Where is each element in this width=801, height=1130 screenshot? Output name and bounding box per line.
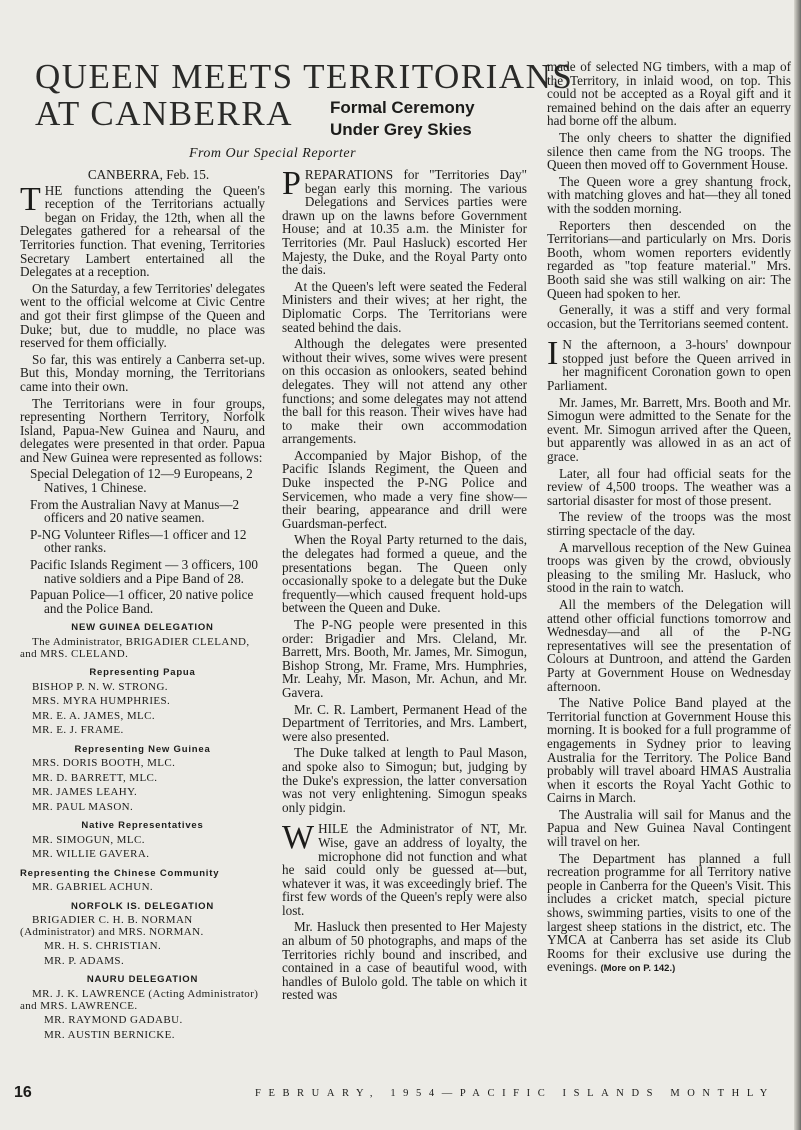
delegation-name: MR. PAUL MASON. [32, 800, 134, 813]
list-item: Papuan Police—1 officer, 20 native police and the Police Band. [30, 587, 254, 616]
delegation-name: BISHOP P. N. W. STRONG. [32, 680, 168, 693]
drop-cap: I [547, 335, 559, 373]
paragraph: Although the delegates were presented without their wives, some wives were present on this occasion as onlookers, seated behind delegates. They will not attend any other functions; and some delegates may not attend the ball for this reason. Their wives have had to make their own accommodation arrangements. [282, 336, 527, 447]
paragraph: All the members of the Delegation will attend other official functions tomorrow and Wednesday—and all of the P-NG representatives will see the presentation of Colours at Duntroon, and attend the Garden Party at Government House on Wednesday afternoon. [547, 596, 791, 694]
paragraph: At the Queen's left were seated the Federal Ministers and their wives; at her right, the Diplomatic Corps. The Territorians were seated behind the dais. [282, 278, 527, 335]
paragraph: Reporters then descended on the Territorians—and particularly on Mrs. Doris Booth, whom women reporters evidently regarded as "top feature material." Mrs. Booth said she was still walking on air: The Queen had spoken to her. [547, 217, 791, 301]
paragraph [547, 335, 791, 394]
paragraph: The Australia will sail for Manus and the Papua and New Guinea Naval Contingent will travel on her. [547, 806, 791, 850]
paragraph-text: The Department has planned a full recreation programme for all Territory native people in Canberra for the Queen's Visit. This includes a cricket match, special picture shows, swimming parties, visits to one of the largest sheep stations in the district, etc. The YMCA at Canberra has set aside its Club Rooms for their exclusive use during the evenings. [547, 850, 791, 975]
delegation-name: MR. P. ADAMS. [44, 954, 125, 967]
delegation-name: MR. E. J. FRAME. [32, 724, 124, 737]
paragraph: On the Saturday, a few Territories' delegates went to the official welcome at Civic Centre and got their first glimpse of the Queen and Duke; but, due to muddle, no place was reserved for them officially. [20, 280, 265, 351]
paragraph: The only cheers to shatter the dignified silence then came from the NG troops. The Queen then moved off to Government House. [547, 129, 791, 173]
delegation-name: MRS. DORIS BOOTH, MLC. [32, 757, 176, 770]
drop-cap: T [20, 180, 41, 218]
paragraph: made of selected NG timbers, with a map of the Territory, in inlaid wood, on top. This could not be accepted as a Royal gift and it remained behind on the dais after an equerry had borne off the album. [547, 59, 791, 129]
paragraph: Mr. C. R. Lambert, Permanent Head of the Department of Territories, and Mrs. Lambert, were also presented. [282, 701, 527, 744]
paragraph [20, 180, 265, 280]
list-item: Pacific Islands Regiment — 3 officers, 100 native soldiers and a Pipe Band of 28. [30, 557, 258, 586]
headline-line-2: AT CANBERRA [35, 94, 293, 133]
delegation-name: MR. JAMES LEAHY. [32, 786, 138, 799]
subheadline-line-2: Under Grey Skies [330, 120, 472, 139]
delegation-name: MR. J. K. LAWRENCE (Acting Administrator) and MRS. LAWRENCE. [20, 988, 259, 1012]
drop-cap: P [282, 165, 301, 202]
paragraph: The review of the troops was the most stirring spectacle of the day. [547, 509, 791, 538]
article-column-3 [547, 60, 791, 979]
paragraph-text: HE functions attending the Queen's reception of the Territorians actually began on Friday, the 12th, when all the Delegates gathered for a rehearsal of the Territories function. That evening, Territories Secretary Lambert entertained all the Delegates at a reception. [20, 182, 265, 280]
paragraph: So far, this was entirely a Canberra set-up. But this, Monday morning, the Territorians came into their own. [20, 351, 265, 394]
delegation-heading: NORFOLK IS. DELEGATION [70, 900, 215, 912]
paragraph: The Queen wore a grey shantung frock, with matching gloves and hat—they all toned with the sodden morning. [547, 173, 791, 216]
article-column-1 [20, 168, 265, 1044]
article-column-2 [282, 165, 527, 1005]
continued-note: (More on P. 142.) [600, 963, 676, 975]
list-item: Special Delegation of 12—9 Europeans, 2 Natives, 1 Chinese. [30, 466, 253, 496]
byline: From Our Special Reporter [188, 146, 357, 161]
delegation-name: MR. D. BARRETT, MLC. [32, 771, 158, 784]
delegation-subheading: Representing the Chinese Community [20, 867, 220, 879]
subheadline-line-1: Formal Ceremony [330, 98, 475, 117]
list-item: From the Australian Navy at Manus—2 officers and 20 native seamen. [30, 496, 240, 526]
paragraph-text: N the afternoon, a 3-hours' downpour stopped just before the Queen arrived in her magnificent Coronation gown to open Parliament. [547, 337, 791, 394]
headline-line-1: QUEEN MEETS TERRITORIANS [35, 57, 574, 96]
page-footer [0, 1084, 801, 1110]
drop-cap: W [282, 819, 315, 857]
paragraph: Accompanied by Major Bishop, of the Pacific Islands Regiment, the Queen and Duke inspected the P-NG Police and Servicemen, who made a very fine show—their bearing, appearance and drill were Guardsman-perfect. [282, 447, 527, 531]
delegation-name: MR. H. S. CHRISTIAN. [44, 940, 162, 953]
page-number: 16 [14, 1084, 32, 1101]
dateline: CANBERRA, Feb. 15. [87, 167, 210, 182]
delegation-name: MR. SIMOGUN, MLC. [32, 833, 145, 846]
delegation-name: MR. AUSTIN BERNICKE. [44, 1028, 175, 1041]
delegation-name: MR. GABRIEL ACHUN. [32, 881, 154, 894]
delegation-name: The Administrator, BRIGADIER CLELAND, and MRS. CLELAND. [20, 636, 250, 660]
paragraph: The Duke talked at length to Paul Mason, and spoke also to Simogun; but, judging by the Duke's expression, the latter conversation was not very enlightening. Simogun speaks only pidgin. [282, 745, 527, 815]
delegation-name: MR. E. A. JAMES, MLC. [32, 709, 156, 722]
delegation-subheading: Representing Papua [89, 667, 196, 678]
footer-line: FEBRUARY, 1954—PACIFIC ISLANDS MONTHLY [255, 1088, 775, 1099]
paragraph: When the Royal Party returned to the dais, the delegates had formed a queue, and the presentations began. The Queen only occasionally spoke to a delegate but the Duke frequently—which caused frequent hold-ups between the Queen and Duke. [282, 532, 527, 616]
paragraph [282, 819, 527, 918]
subheadline [330, 97, 550, 141]
paragraph [547, 852, 791, 976]
list-item: P-NG Volunteer Rifles—1 officer and 12 other ranks. [30, 526, 247, 556]
paragraph: Generally, it was a stiff and very formal occasion, but the Territorians seemed content. [547, 302, 791, 331]
delegation-name: MR. WILLIE GAVERA. [32, 848, 150, 861]
delegation-heading: NEW GUINEA DELEGATION [71, 622, 214, 634]
paragraph: Mr. Hasluck then presented to Her Majesty an album of 50 photographs, and maps of the Territories richly bound and inscribed, and contained in a case of beautiful wood, with handles of Bulolo gold. The table on which it rested was [282, 919, 527, 1003]
delegation-name: BRIGADIER C. H. B. NORMAN (Administrator) and MRS. NORMAN. [20, 914, 204, 938]
paragraph: Later, all four had official seats for the review of 4,500 troops. The weather was a sartorial disaster for most of those present. [547, 465, 791, 508]
paragraph: The Territorians were in four groups, representing Northern Territory, Norfolk Island, Papua-New Guinea and Nauru, and delegates were presented in that order. Papua and New Guinea were represented as follows: [20, 395, 265, 465]
page-edge-shadow [794, 0, 801, 1130]
paragraph: A marvellous reception of the New Guinea troops was given by the crowd, obviously pleasing to the smiling Mr. Hasluck, who stood in the rain to watch. [547, 539, 791, 596]
delegation-heading: NAURU DELEGATION [86, 974, 199, 986]
paragraph [282, 165, 527, 278]
paragraph: The Native Police Band played at the Territorial function at Government House this morning. It is booked for a full programme of engagements in Sydney prior to leaving Australia for the Territory. The Police Band probably will travel aboard HMAS Australia when it escorts the Royal Yacht Gothic to Cairns in March. [547, 695, 791, 806]
paragraph: Mr. James, Mr. Barrett, Mrs. Booth and Mr. Simogun were admitted to the Senate for the event. Mr. Simogun arrived after the Queen, but apparently was allowed in as an act of grace. [547, 394, 791, 465]
delegation-name: MR. RAYMOND GADABU. [44, 1014, 183, 1027]
paragraph-text: HILE the Administrator of NT, Mr. Wise, gave an address of loyalty, the microphone did not function and what he said could only be guessed at—but, whatever it was, it was exceedingly brief. The first few words of the Queen's reply were also lost. [282, 821, 527, 918]
delegation-subheading: Native Representatives [81, 820, 204, 832]
delegation-subheading: Representing New Guinea [74, 743, 211, 755]
paragraph-text: REPARATIONS for "Territories Day" began early this morning. The various Delegations and Services parties were drawn up on the lawns before Government House; and at 10.35 a.m. the Minister for Territories (Mr. Paul Hasluck) escorted Her Majesty, the Duke, and the Royal Party onto the dais. [282, 167, 527, 278]
paragraph: The P-NG people were presented in this order: Brigadier and Mrs. Cleland, Mr. Barrett, Mrs. Booth, Mr. James, Mr. Simogun, Bishop Strong, Mr. Frame, Mrs. Humphries, Mr. Leahy, Mr. Mason, Mr. Achun, and Mr. Gavera. [282, 617, 527, 700]
delegation-name: MRS. MYRA HUMPHRIES. [32, 695, 171, 708]
